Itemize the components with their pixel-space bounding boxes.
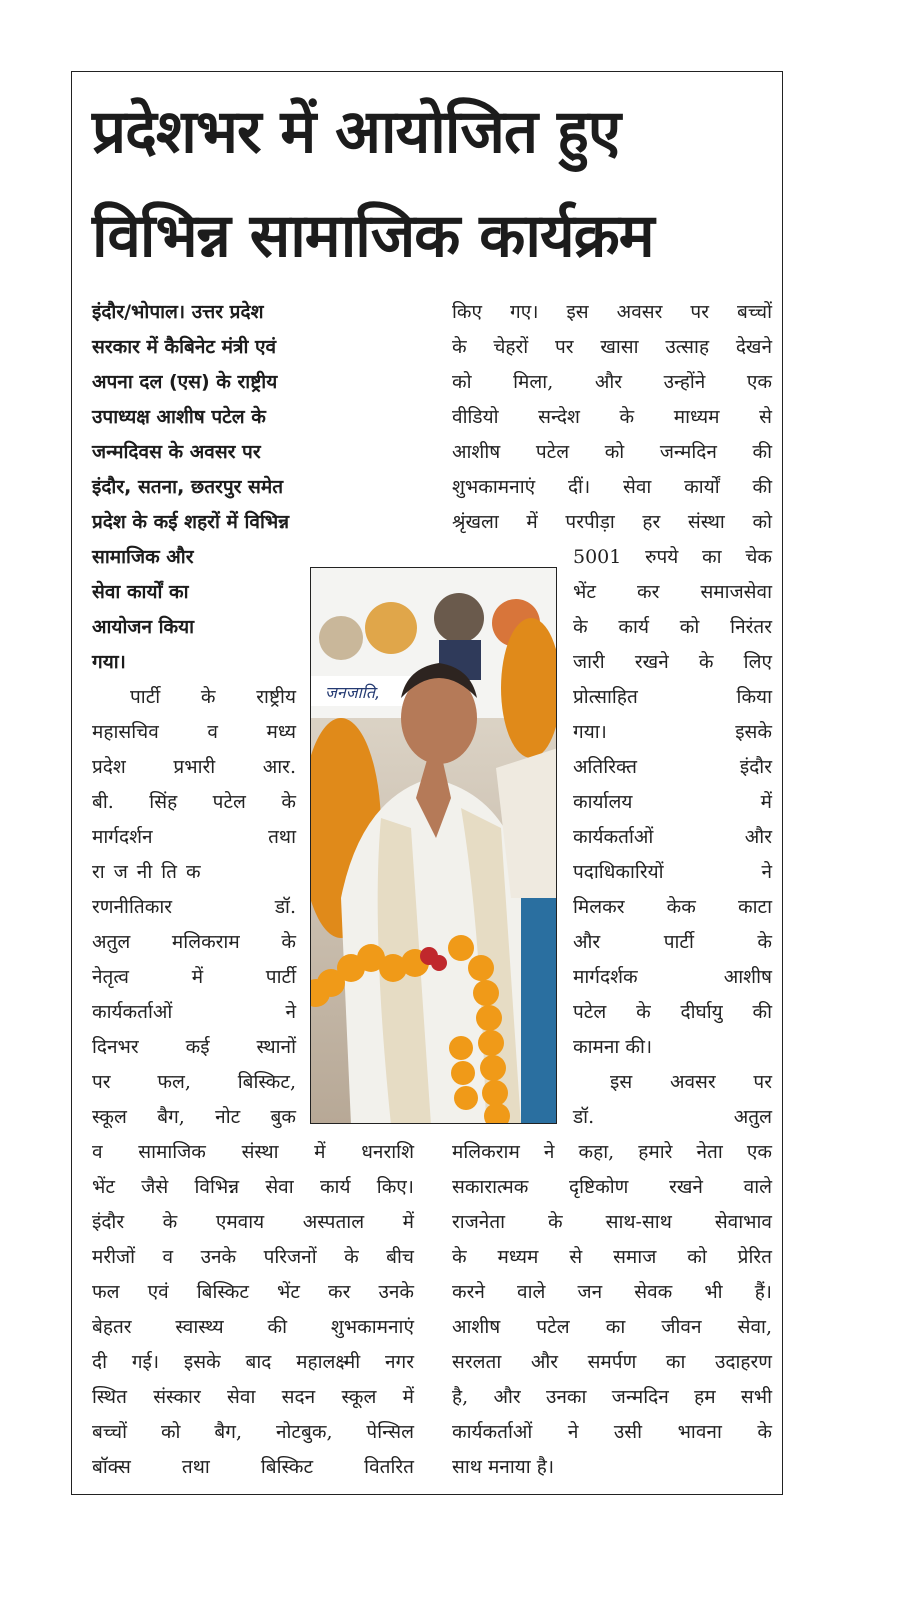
body-line: दिनभर कई स्थानों: [92, 1036, 296, 1058]
body-line: जन्मदिवस के अवसर पर: [92, 441, 261, 463]
body-line: अतुल मलिकराम के: [92, 931, 296, 953]
body-line: शुभकामनाएं दीं। सेवा कार्यों की: [452, 476, 772, 498]
body-line: और पार्टी के: [573, 931, 772, 953]
body-line: के चेहरों पर खासा उत्साह देखने: [452, 336, 772, 358]
body-line: महासचिव व मध्य: [92, 721, 296, 743]
body-line: स्थित संस्कार सेवा सदन स्कूल में: [92, 1386, 414, 1408]
body-line: पर फल, बिस्किट,: [92, 1071, 296, 1093]
body-line: इंदौर के एमवाय अस्पताल में: [92, 1211, 414, 1233]
body-line: श्रृंखला में परपीड़ा हर संस्था को: [452, 511, 772, 533]
body-line: आयोजन किया: [92, 616, 195, 638]
body-line: है, और उनका जन्मदिन हम सभी: [452, 1386, 772, 1408]
body-line: बच्चों को बैग, नोटबुक, पेन्सिल: [92, 1421, 414, 1443]
body-line: व सामाजिक संस्था में धनराशि: [92, 1141, 414, 1163]
body-line: पार्टी के राष्ट्रीय: [130, 686, 296, 708]
headline-line-2: विभिन्न सामाजिक कार्यक्रम: [92, 201, 654, 271]
body-line: इस अवसर पर: [610, 1071, 772, 1093]
body-line: साथ मनाया है।: [452, 1456, 555, 1478]
photo-banner-text: जनजाति,: [325, 683, 381, 702]
body-line: प्रदेश के कई शहरों में विभिन्न: [92, 511, 290, 533]
body-line: रणनीतिकार डॉ.: [92, 896, 296, 918]
body-line: इंदौर/भोपाल। उत्तर प्रदेश: [92, 301, 264, 323]
body-line: वीडियो सन्देश के माध्यम से: [452, 406, 772, 428]
body-line: सेवा कार्यों का: [92, 581, 189, 603]
body-line: प्रदेश प्रभारी आर.: [92, 756, 296, 778]
body-line: पटेल के दीर्घायु की: [573, 1001, 772, 1023]
body-line: मिलकर केक काटा: [573, 896, 772, 918]
body-line: डॉ. अतुल: [573, 1106, 772, 1128]
body-line: फल एवं बिस्किट भेंट कर उनके: [92, 1281, 414, 1303]
body-line: आशीष पटेल का जीवन सेवा,: [452, 1316, 772, 1338]
body-line: कार्यकर्ताओं ने: [92, 1001, 296, 1023]
body-line: आशीष पटेल को जन्मदिन की: [452, 441, 772, 463]
body-line: मार्गदर्शक आशीष: [573, 966, 772, 988]
body-line: अतिरिक्त इंदौर: [573, 756, 772, 778]
body-line: नेतृत्व में पार्टी: [92, 966, 296, 988]
body-line: मार्गदर्शन तथा: [92, 826, 296, 848]
body-line: जारी रखने के लिए: [573, 651, 772, 673]
body-line: मलिकराम ने कहा, हमारे नेता एक: [452, 1141, 772, 1163]
body-line: सरकार में कैबिनेट मंत्री एवं: [92, 336, 277, 358]
body-line: 5001 रुपये का चेक: [573, 546, 772, 568]
body-line: गया।: [92, 651, 126, 673]
body-line: राजनेता के साथ-साथ सेवाभाव: [452, 1211, 772, 1233]
body-line: बी. सिंह पटेल के: [92, 791, 296, 813]
body-line: किए गए। इस अवसर पर बच्चों: [452, 301, 772, 323]
body-line: कार्यकर्ताओं ने उसी भावना के: [452, 1421, 772, 1443]
body-line: अपना दल (एस) के राष्ट्रीय: [92, 371, 278, 393]
body-line: सरलता और समर्पण का उदाहरण: [452, 1351, 772, 1373]
body-line: प्रोत्साहित किया: [573, 686, 772, 708]
body-line: भेंट कर समाजसेवा: [573, 581, 772, 603]
body-line: भेंट जैसे विभिन्न सेवा कार्य किए।: [92, 1176, 414, 1198]
body-line: मरीजों व उनके परिजनों के बीच: [92, 1246, 414, 1268]
body-line: राजनीतिक: [92, 861, 210, 883]
body-line: को मिला, और उन्होंने एक: [452, 371, 772, 393]
body-line: सकारात्मक दृष्टिकोण रखने वाले: [452, 1176, 772, 1198]
body-line: बॉक्स तथा बिस्किट वितरित: [92, 1456, 414, 1478]
headline-line-1: प्रदेशभर में आयोजित हुए: [92, 97, 621, 167]
body-line: दी गई। इसके बाद महालक्ष्मी नगर: [92, 1351, 414, 1373]
body-line: सामाजिक और: [92, 546, 194, 568]
body-line: के मध्यम से समाज को प्रेरित: [452, 1246, 772, 1268]
body-line: कामना की।: [573, 1036, 653, 1058]
body-line: पदाधिकारियों ने: [573, 861, 772, 883]
body-line: इंदौर, सतना, छतरपुर समेत: [92, 476, 284, 498]
body-line: गया। इसके: [573, 721, 772, 743]
body-line: कार्यालय में: [573, 791, 772, 813]
body-line: कार्यकर्ताओं और: [573, 826, 772, 848]
photo-illustration: [311, 568, 557, 1124]
body-line: उपाध्यक्ष आशीष पटेल के: [92, 406, 266, 428]
body-line: करने वाले जन सेवक भी हैं।: [452, 1281, 772, 1303]
body-line: के कार्य को निरंतर: [573, 616, 772, 638]
body-line: बेहतर स्वास्थ्य की शुभकामनाएं: [92, 1316, 414, 1338]
body-line: स्कूल बैग, नोट बुक: [92, 1106, 296, 1128]
news-photo: [310, 567, 557, 1124]
